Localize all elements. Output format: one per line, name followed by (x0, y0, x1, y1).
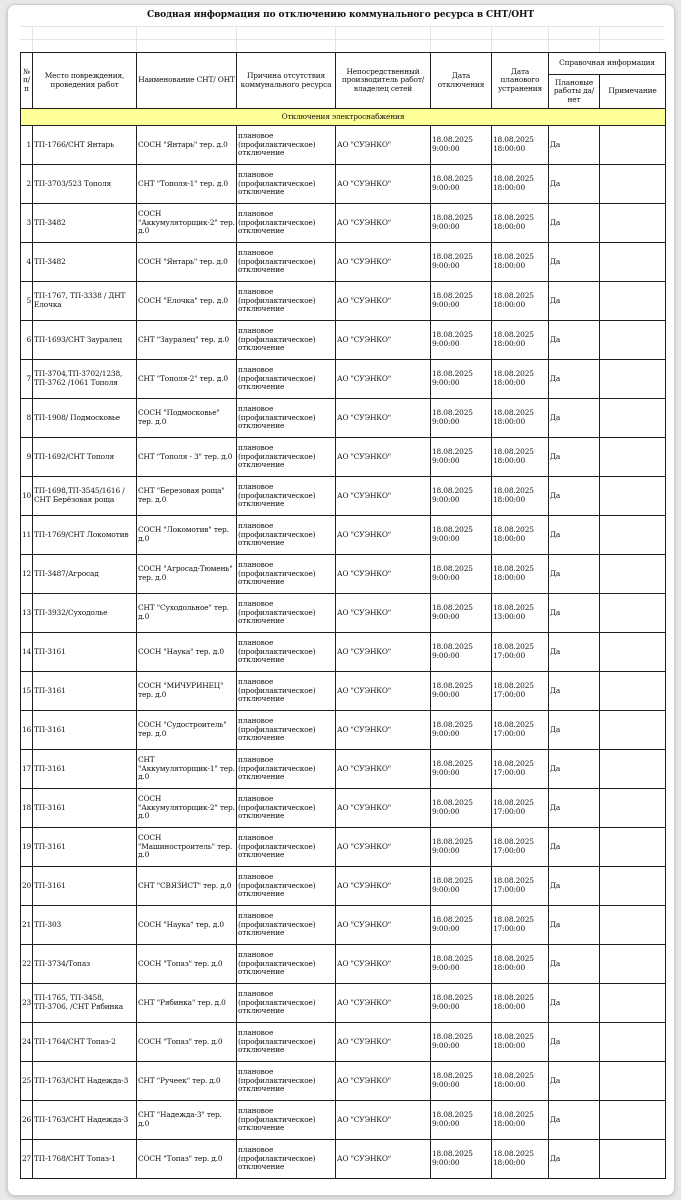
table-row (21, 126, 666, 165)
table-row (21, 399, 666, 438)
cell-planned: Да (549, 282, 600, 321)
cell-producer: АО "СУЭНКО" (336, 516, 431, 555)
cell-fix-date: 18.08.2025 17:00:00 (492, 828, 549, 867)
cell-reason: плановое (профилактическое) отключение (237, 165, 336, 204)
cell-reason: плановое (профилактическое) отключение (237, 750, 336, 789)
cell-off-date: 18.08.2025 9:00:00 (431, 438, 492, 477)
cell-num: 25 (21, 1062, 33, 1101)
header-num: № п/ п (21, 53, 33, 109)
cell-num: 1 (21, 126, 33, 165)
cell-snt: СОСН "Аккумуляторщик-2" тер. д.0 (137, 789, 237, 828)
cell-producer: АО "СУЭНКО" (336, 1140, 431, 1179)
cell-planned: Да (549, 906, 600, 945)
cell-snt: СОСН "Наука" тер. д.0 (137, 633, 237, 672)
cell-off-date: 18.08.2025 9:00:00 (431, 360, 492, 399)
cell-planned: Да (549, 360, 600, 399)
cell-snt: СОСН "Судостроитель" тер. д.0 (137, 711, 237, 750)
table-row (21, 945, 666, 984)
cell-place: ТП-3704,ТП-3702/1238, ТП-3762 /1061 Тополя (33, 360, 137, 399)
cell-producer: АО "СУЭНКО" (336, 1062, 431, 1101)
table-row (21, 243, 666, 282)
table-row (21, 516, 666, 555)
table-row (21, 204, 666, 243)
cell-off-date: 18.08.2025 9:00:00 (431, 633, 492, 672)
cell-note (600, 867, 666, 906)
cell-num: 22 (21, 945, 33, 984)
cell-place: ТП-3161 (33, 789, 137, 828)
cell-planned: Да (549, 399, 600, 438)
cell-off-date: 18.08.2025 9:00:00 (431, 672, 492, 711)
cell-place: ТП-1698,ТП-3545/1616 /СНТ Берёзовая роща (33, 477, 137, 516)
cell-producer: АО "СУЭНКО" (336, 477, 431, 516)
cell-num: 20 (21, 867, 33, 906)
cell-off-date: 18.08.2025 9:00:00 (431, 165, 492, 204)
cell-producer: АО "СУЭНКО" (336, 711, 431, 750)
cell-place: ТП-3161 (33, 633, 137, 672)
outage-table (20, 52, 666, 1179)
cell-num: 12 (21, 555, 33, 594)
cell-place: ТП-3161 (33, 750, 137, 789)
cell-note (600, 1140, 666, 1179)
cell-num: 8 (21, 399, 33, 438)
cell-fix-date: 18.08.2025 18:00:00 (492, 438, 549, 477)
cell-num: 5 (21, 282, 33, 321)
cell-producer: АО "СУЭНКО" (336, 750, 431, 789)
cell-note (600, 165, 666, 204)
cell-fix-date: 18.08.2025 18:00:00 (492, 165, 549, 204)
cell-reason: плановое (профилактическое) отключение (237, 906, 336, 945)
cell-producer: АО "СУЭНКО" (336, 438, 431, 477)
table-row (21, 906, 666, 945)
table-row (21, 282, 666, 321)
cell-producer: АО "СУЭНКО" (336, 1023, 431, 1062)
cell-fix-date: 18.08.2025 17:00:00 (492, 672, 549, 711)
cell-reason: плановое (профилактическое) отключение (237, 789, 336, 828)
cell-off-date: 18.08.2025 9:00:00 (431, 711, 492, 750)
cell-planned: Да (549, 126, 600, 165)
cell-note (600, 711, 666, 750)
cell-producer: АО "СУЭНКО" (336, 594, 431, 633)
cell-place: ТП-1693/СНТ Зауралец (33, 321, 137, 360)
cell-fix-date: 18.08.2025 18:00:00 (492, 1101, 549, 1140)
cell-off-date: 18.08.2025 9:00:00 (431, 867, 492, 906)
cell-producer: АО "СУЭНКО" (336, 399, 431, 438)
cell-place: ТП-1692/СНТ Тополя (33, 438, 137, 477)
cell-num: 10 (21, 477, 33, 516)
cell-num: 23 (21, 984, 33, 1023)
cell-note (600, 633, 666, 672)
cell-num: 18 (21, 789, 33, 828)
cell-fix-date: 18.08.2025 18:00:00 (492, 477, 549, 516)
cell-snt: СНТ "Зауралец" тер. д.0 (137, 321, 237, 360)
table-body (21, 109, 666, 1179)
cell-producer: АО "СУЭНКО" (336, 789, 431, 828)
cell-num: 15 (21, 672, 33, 711)
cell-planned: Да (549, 750, 600, 789)
cell-fix-date: 18.08.2025 18:00:00 (492, 126, 549, 165)
cell-producer: АО "СУЭНКО" (336, 165, 431, 204)
table-row (21, 672, 666, 711)
cell-snt: СНТ "СВЯЗИСТ" тер. д.0 (137, 867, 237, 906)
cell-planned: Да (549, 828, 600, 867)
table-row (21, 633, 666, 672)
cell-producer: АО "СУЭНКО" (336, 945, 431, 984)
cell-place: ТП-3161 (33, 672, 137, 711)
cell-snt: СОСН "Топаз" тер. д.0 (137, 1140, 237, 1179)
cell-snt: СНТ "Тополя - 3" тер. д.0 (137, 438, 237, 477)
cell-reason: плановое (профилактическое) отключение (237, 1140, 336, 1179)
cell-place: ТП-3161 (33, 711, 137, 750)
cell-note (600, 243, 666, 282)
cell-planned: Да (549, 945, 600, 984)
cell-reason: плановое (профилактическое) отключение (237, 243, 336, 282)
cell-snt: СНТ "Тополя-2" тер. д.0 (137, 360, 237, 399)
cell-num: 6 (21, 321, 33, 360)
cell-num: 26 (21, 1101, 33, 1140)
cell-note (600, 828, 666, 867)
cell-reason: плановое (профилактическое) отключение (237, 828, 336, 867)
cell-reason: плановое (профилактическое) отключение (237, 1101, 336, 1140)
table-row (21, 1062, 666, 1101)
cell-snt: СОСН "Топаз" тер. д.0 (137, 1023, 237, 1062)
cell-fix-date: 18.08.2025 18:00:00 (492, 1062, 549, 1101)
cell-fix-date: 18.08.2025 18:00:00 (492, 516, 549, 555)
cell-note (600, 282, 666, 321)
cell-snt: СОСН "Локомотив" тер. д.0 (137, 516, 237, 555)
cell-reason: плановое (профилактическое) отключение (237, 945, 336, 984)
cell-reason: плановое (профилактическое) отключение (237, 516, 336, 555)
cell-place: ТП-3482 (33, 204, 137, 243)
cell-off-date: 18.08.2025 9:00:00 (431, 789, 492, 828)
cell-fix-date: 18.08.2025 18:00:00 (492, 984, 549, 1023)
cell-snt: СОСН "Елочка" тер. д.0 (137, 282, 237, 321)
table-row (21, 750, 666, 789)
cell-place: ТП-1767, ТП-3338 / ДНТ Елочка (33, 282, 137, 321)
cell-planned: Да (549, 438, 600, 477)
cell-note (600, 1062, 666, 1101)
cell-producer: АО "СУЭНКО" (336, 1101, 431, 1140)
header-place: Место повреждения, проведения работ (33, 53, 137, 109)
cell-reason: плановое (профилактическое) отключение (237, 594, 336, 633)
cell-fix-date: 18.08.2025 13:00:00 (492, 594, 549, 633)
cell-off-date: 18.08.2025 9:00:00 (431, 906, 492, 945)
cell-reason: плановое (профилактическое) отключение (237, 399, 336, 438)
cell-off-date: 18.08.2025 9:00:00 (431, 1101, 492, 1140)
cell-snt: СНТ "Тополя-1" тер. д.0 (137, 165, 237, 204)
table-row (21, 1140, 666, 1179)
cell-place: ТП-3482 (33, 243, 137, 282)
cell-planned: Да (549, 516, 600, 555)
cell-fix-date: 18.08.2025 18:00:00 (492, 1140, 549, 1179)
cell-note (600, 321, 666, 360)
table-header (21, 53, 666, 109)
cell-off-date: 18.08.2025 9:00:00 (431, 984, 492, 1023)
cell-producer: АО "СУЭНКО" (336, 984, 431, 1023)
cell-reason: плановое (профилактическое) отключение (237, 672, 336, 711)
cell-note (600, 516, 666, 555)
cell-planned: Да (549, 204, 600, 243)
cell-note (600, 672, 666, 711)
cell-fix-date: 18.08.2025 18:00:00 (492, 1023, 549, 1062)
cell-place: ТП-303 (33, 906, 137, 945)
cell-place: ТП-3734/Топаз (33, 945, 137, 984)
cell-reason: плановое (профилактическое) отключение (237, 711, 336, 750)
cell-planned: Да (549, 633, 600, 672)
cell-producer: АО "СУЭНКО" (336, 321, 431, 360)
cell-num: 24 (21, 1023, 33, 1062)
cell-planned: Да (549, 1101, 600, 1140)
cell-reason: плановое (профилактическое) отключение (237, 1023, 336, 1062)
cell-fix-date: 18.08.2025 17:00:00 (492, 906, 549, 945)
cell-num: 17 (21, 750, 33, 789)
cell-reason: плановое (профилактическое) отключение (237, 438, 336, 477)
cell-num: 11 (21, 516, 33, 555)
cell-off-date: 18.08.2025 9:00:00 (431, 1062, 492, 1101)
table-row (21, 360, 666, 399)
cell-planned: Да (549, 243, 600, 282)
cell-off-date: 18.08.2025 9:00:00 (431, 945, 492, 984)
cell-off-date: 18.08.2025 9:00:00 (431, 516, 492, 555)
cell-producer: АО "СУЭНКО" (336, 243, 431, 282)
cell-off-date: 18.08.2025 9:00:00 (431, 594, 492, 633)
header-reference: Справочная информация (549, 53, 666, 75)
cell-planned: Да (549, 789, 600, 828)
cell-snt: СОСН "Агросад-Тюмень" тер. д.0 (137, 555, 237, 594)
cell-reason: плановое (профилактическое) отключение (237, 321, 336, 360)
cell-snt: СОСН "Янтарь" тер. д.0 (137, 126, 237, 165)
cell-producer: АО "СУЭНКО" (336, 633, 431, 672)
header-reason: Причина отсутствия коммунального ресурса (237, 53, 336, 109)
section-title: Отключения электроснабжения (21, 109, 666, 126)
cell-producer: АО "СУЭНКО" (336, 282, 431, 321)
cell-planned: Да (549, 711, 600, 750)
cell-fix-date: 18.08.2025 18:00:00 (492, 321, 549, 360)
cell-reason: плановое (профилактическое) отключение (237, 360, 336, 399)
cell-planned: Да (549, 1140, 600, 1179)
cell-producer: АО "СУЭНКО" (336, 828, 431, 867)
cell-place: ТП-3932/Суходолье (33, 594, 137, 633)
cell-num: 14 (21, 633, 33, 672)
cell-num: 21 (21, 906, 33, 945)
table-row (21, 867, 666, 906)
cell-num: 7 (21, 360, 33, 399)
cell-planned: Да (549, 594, 600, 633)
header-note: Примечание (600, 75, 666, 109)
table-row (21, 711, 666, 750)
cell-fix-date: 18.08.2025 18:00:00 (492, 282, 549, 321)
table-row (21, 477, 666, 516)
header-fix-date: Дата планового устранения (492, 53, 549, 109)
header-producer: Непосредственный производитель работ/ владелец сетей (336, 53, 431, 109)
cell-planned: Да (549, 555, 600, 594)
cell-fix-date: 18.08.2025 18:00:00 (492, 204, 549, 243)
table-row (21, 594, 666, 633)
table-row (21, 789, 666, 828)
cell-producer: АО "СУЭНКО" (336, 360, 431, 399)
cell-place: ТП-1768/СНТ Топаз-1 (33, 1140, 137, 1179)
cell-snt: СОСН "МИЧУРИНЕЦ" тер. д.0 (137, 672, 237, 711)
cell-place: ТП-1769/СНТ Локомотив (33, 516, 137, 555)
cell-place: ТП-3161 (33, 867, 137, 906)
cell-note (600, 594, 666, 633)
cell-note (600, 906, 666, 945)
cell-snt: СНТ "Березовая роща" тер. д.0 (137, 477, 237, 516)
cell-planned: Да (549, 1062, 600, 1101)
cell-place: ТП-1766/СНТ Янтарь (33, 126, 137, 165)
cell-place: ТП-3703/523 Тополя (33, 165, 137, 204)
cell-reason: плановое (профилактическое) отключение (237, 867, 336, 906)
cell-fix-date: 18.08.2025 17:00:00 (492, 633, 549, 672)
cell-num: 13 (21, 594, 33, 633)
cell-reason: плановое (профилактическое) отключение (237, 477, 336, 516)
cell-off-date: 18.08.2025 9:00:00 (431, 828, 492, 867)
cell-place: ТП-1763/СНТ Надежда-3 (33, 1062, 137, 1101)
cell-producer: АО "СУЭНКО" (336, 906, 431, 945)
table-row (21, 1101, 666, 1140)
cell-num: 2 (21, 165, 33, 204)
table-row (21, 984, 666, 1023)
cell-snt: СОСН "Машиностроитель" тер. д.0 (137, 828, 237, 867)
cell-producer: АО "СУЭНКО" (336, 126, 431, 165)
cell-producer: АО "СУЭНКО" (336, 672, 431, 711)
table-row (21, 828, 666, 867)
cell-place: ТП-1764/СНТ Топаз-2 (33, 1023, 137, 1062)
cell-note (600, 984, 666, 1023)
cell-fix-date: 18.08.2025 18:00:00 (492, 360, 549, 399)
cell-producer: АО "СУЭНКО" (336, 204, 431, 243)
cell-note (600, 789, 666, 828)
cell-off-date: 18.08.2025 9:00:00 (431, 243, 492, 282)
cell-reason: плановое (профилактическое) отключение (237, 984, 336, 1023)
cell-snt: СОСН "Наука" тер. д.0 (137, 906, 237, 945)
table-row (21, 555, 666, 594)
cell-note (600, 750, 666, 789)
cell-place: ТП-1763/СНТ Надежда-3 (33, 1101, 137, 1140)
cell-reason: плановое (профилактическое) отключение (237, 204, 336, 243)
cell-planned: Да (549, 672, 600, 711)
cell-fix-date: 18.08.2025 18:00:00 (492, 555, 549, 594)
cell-note (600, 555, 666, 594)
cell-off-date: 18.08.2025 9:00:00 (431, 477, 492, 516)
cell-num: 4 (21, 243, 33, 282)
cell-place: ТП-3487/Агросад (33, 555, 137, 594)
cell-off-date: 18.08.2025 9:00:00 (431, 750, 492, 789)
cell-snt: СНТ "Рябинка" тер. д.0 (137, 984, 237, 1023)
cell-fix-date: 18.08.2025 18:00:00 (492, 945, 549, 984)
cell-reason: плановое (профилактическое) отключение (237, 282, 336, 321)
table-row (21, 165, 666, 204)
cell-fix-date: 18.08.2025 17:00:00 (492, 711, 549, 750)
cell-off-date: 18.08.2025 9:00:00 (431, 555, 492, 594)
cell-reason: плановое (профилактическое) отключение (237, 633, 336, 672)
cell-reason: плановое (профилактическое) отключение (237, 126, 336, 165)
cell-reason: плановое (профилактическое) отключение (237, 555, 336, 594)
cell-num: 27 (21, 1140, 33, 1179)
cell-place: ТП-3161 (33, 828, 137, 867)
table-row (21, 1023, 666, 1062)
cell-note (600, 438, 666, 477)
cell-off-date: 18.08.2025 9:00:00 (431, 321, 492, 360)
header-off-date: Дата отключения (431, 53, 492, 109)
header-planned: Плановые работы да/нет (549, 75, 600, 109)
cell-fix-date: 18.08.2025 18:00:00 (492, 243, 549, 282)
table-row (21, 438, 666, 477)
cell-num: 9 (21, 438, 33, 477)
cell-off-date: 18.08.2025 9:00:00 (431, 1023, 492, 1062)
cell-planned: Да (549, 477, 600, 516)
cell-note (600, 1101, 666, 1140)
cell-note (600, 477, 666, 516)
cell-snt: СНТ "Ручеек" тер. д.0 (137, 1062, 237, 1101)
cell-snt: СНТ "Надежда-3" тер. д.0 (137, 1101, 237, 1140)
cell-off-date: 18.08.2025 9:00:00 (431, 204, 492, 243)
cell-num: 16 (21, 711, 33, 750)
document-title: Сводная информация по отключению коммунального ресурса в СНТ/ОНТ (146, 10, 535, 20)
cell-fix-date: 18.08.2025 17:00:00 (492, 867, 549, 906)
cell-fix-date: 18.08.2025 17:00:00 (492, 789, 549, 828)
cell-off-date: 18.08.2025 9:00:00 (431, 1140, 492, 1179)
cell-fix-date: 18.08.2025 18:00:00 (492, 399, 549, 438)
cell-note (600, 360, 666, 399)
cell-snt: СНТ "Суходольное" тер. д.0 (137, 594, 237, 633)
cell-place: ТП-1908/ Подмосковье (33, 399, 137, 438)
cell-snt: СОСН "Аккумуляторщик-2" тер. д.0 (137, 204, 237, 243)
cell-planned: Да (549, 165, 600, 204)
table-row (21, 321, 666, 360)
cell-note (600, 204, 666, 243)
cell-off-date: 18.08.2025 9:00:00 (431, 282, 492, 321)
cell-place: ТП-1765, ТП-3458, ТП-3706, /СНТ Рябинка (33, 984, 137, 1023)
cell-planned: Да (549, 984, 600, 1023)
cell-off-date: 18.08.2025 9:00:00 (431, 399, 492, 438)
cell-note (600, 945, 666, 984)
cell-producer: АО "СУЭНКО" (336, 555, 431, 594)
cell-snt: СОСН "Подмосковье" тер. д.0 (137, 399, 237, 438)
cell-planned: Да (549, 1023, 600, 1062)
cell-planned: Да (549, 867, 600, 906)
cell-reason: плановое (профилактическое) отключение (237, 1062, 336, 1101)
cell-planned: Да (549, 321, 600, 360)
cell-snt: СНТ "Аккумуляторщик-1" тер. д.0 (137, 750, 237, 789)
cell-note (600, 1023, 666, 1062)
cell-snt: СОСН "Топаз" тер. д.0 (137, 945, 237, 984)
cell-producer: АО "СУЭНКО" (336, 867, 431, 906)
cell-snt: СОСН "Янтарь" тер. д.0 (137, 243, 237, 282)
cell-num: 3 (21, 204, 33, 243)
cell-num: 19 (21, 828, 33, 867)
cell-off-date: 18.08.2025 9:00:00 (431, 126, 492, 165)
cell-note (600, 126, 666, 165)
header-snt: Наименование СНТ/ ОНТ (137, 53, 237, 109)
cell-fix-date: 18.08.2025 17:00:00 (492, 750, 549, 789)
cell-note (600, 399, 666, 438)
